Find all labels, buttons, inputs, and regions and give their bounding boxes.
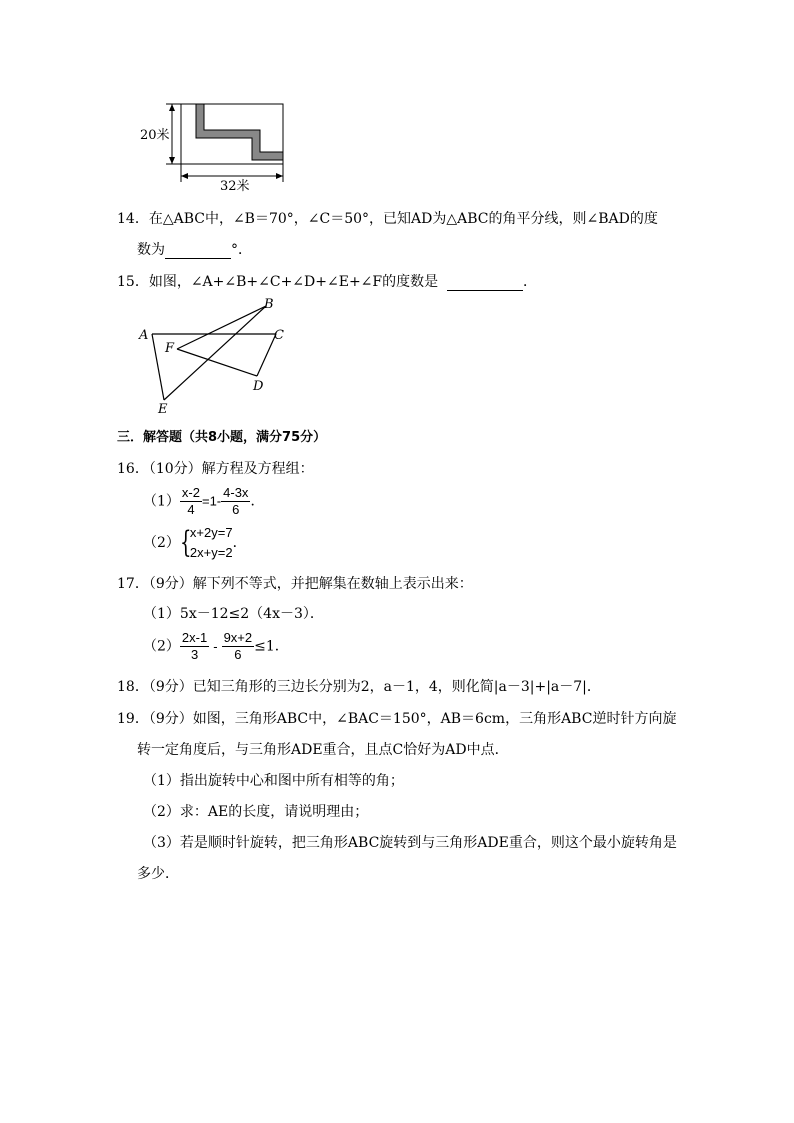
q14-prefix: 数为: [137, 242, 165, 258]
q16-title: 16．（10分）解方程及方程组：: [117, 461, 314, 477]
label-B: B: [264, 297, 274, 312]
q16-p1-label: （1）: [143, 493, 180, 510]
q15-line: [117, 271, 537, 291]
height-arrow-top: [169, 104, 175, 111]
q17-p2-den2: 6: [234, 647, 242, 662]
angles-figure: [134, 293, 294, 418]
height-label: 20米: [140, 128, 170, 143]
q16-p2-eq2: 2x+y=2: [189, 545, 233, 560]
q19-part3-line1: （3）若是顺时针旋转，把三角形ABC旋转到与三角形ADE重合，则这个最小旋转角是: [143, 835, 677, 851]
segment-EB: [164, 306, 266, 400]
brace-icon: {: [179, 525, 192, 560]
q16-p2-system: [180, 523, 233, 563]
q14-line2: [137, 239, 252, 259]
width-arrow-left: [181, 173, 188, 179]
q16-p1-den2: 6: [232, 502, 240, 517]
q16-part1: [143, 485, 264, 518]
q19-part3-line2: 多少．: [137, 866, 179, 882]
q17-p2-num1: 2x-1: [181, 630, 208, 645]
label-E: E: [158, 402, 168, 417]
q18-text: 18．（9分）已知三角形的三边长分别为2，a－1，4，则化简|a－3|+|a－7|．: [117, 679, 601, 695]
q17-p2-fraction1: [180, 630, 209, 663]
q16-p1-fraction1: [180, 485, 202, 518]
q19-line2: 转一定角度后，与三角形ADE重合，且点C恰好为AD中点．: [137, 742, 509, 758]
q16-p2-eq1: x+2y=7: [189, 525, 233, 540]
q16-p1-num2: 4-3x: [223, 485, 249, 500]
q15-answer-blank[interactable]: [447, 274, 523, 291]
q14-suffix: °．: [231, 242, 252, 258]
segment-FD: [177, 349, 257, 376]
q19-part1: （1）指出旋转中心和图中所有相等的角；: [143, 773, 404, 789]
section3-heading: 三．解答题（共8小题，满分75分）: [117, 430, 327, 445]
q17-part2: [143, 630, 289, 663]
q16-p2-end: ．: [232, 535, 247, 551]
label-F: F: [165, 341, 175, 356]
q17-p2-mid: -: [213, 638, 218, 654]
q19-line1: 19．（9分）如图，三角形ABC中，∠BAC＝150°，AB＝6cm，三角形ABC逆时针方向旋: [117, 711, 677, 727]
q16-p1-mid: =1-: [201, 493, 222, 509]
q17-p2-end: ≤1．: [254, 638, 289, 655]
q15-end: ．: [523, 274, 538, 290]
q16-p1-end: ．: [250, 493, 265, 510]
q16-p1-den1: 4: [187, 502, 195, 517]
q17-p2-label: （2）: [143, 638, 180, 655]
label-A: A: [139, 328, 149, 343]
segment-BF: [177, 306, 266, 349]
q17-part1: （1）5x－12≤2（4x－3）．: [143, 606, 324, 622]
road-figure: [138, 98, 288, 192]
q14-line1: 14．在△ABC中，∠B＝70°，∠C＝50°，已知AD为△ABC的角平分线，则∠BAD的度: [117, 211, 658, 227]
q16-part2: [143, 523, 247, 563]
q16-p1-fraction2: [221, 485, 250, 518]
q14-answer-blank[interactable]: [165, 242, 231, 259]
width-arrow-right: [276, 173, 283, 179]
q17-p2-den1: 3: [190, 647, 199, 662]
q15-text: 15．如图，∠A+∠B+∠C+∠D+∠E+∠F的度数是: [117, 274, 439, 290]
label-D: D: [253, 379, 264, 394]
q17-title: 17．（9分）解下列不等式，并把解集在数轴上表示出来：: [117, 576, 473, 592]
width-label: 32米: [220, 179, 250, 192]
label-C: C: [274, 328, 284, 343]
height-arrow-bottom: [169, 157, 175, 164]
q17-p2-num2: 9x+2: [223, 630, 253, 645]
q17-p2-fraction2: [222, 630, 255, 663]
q16-p1-num1: x-2: [181, 485, 200, 500]
segment-AE: [152, 334, 164, 400]
q16-p2-label: （2）: [143, 535, 180, 551]
q19-part2: （2）求：AE的长度，请说明理由；: [143, 804, 369, 820]
